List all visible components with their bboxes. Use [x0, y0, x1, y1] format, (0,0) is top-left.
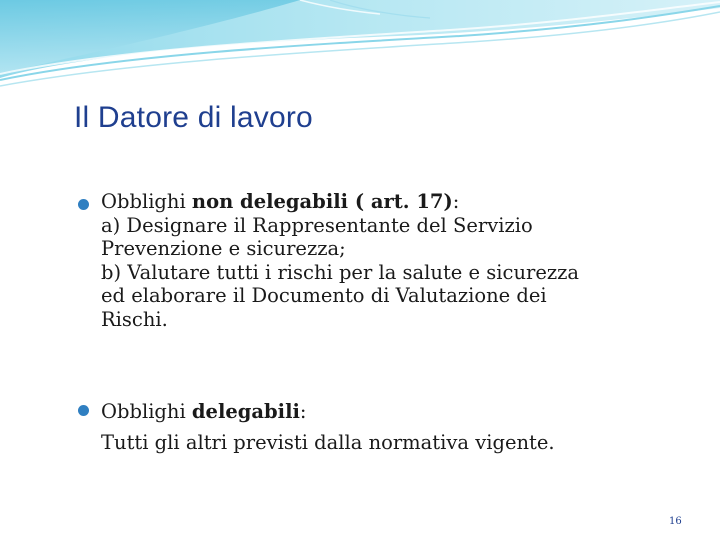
bullet-heading — [101, 190, 671, 214]
decorative-wave-header — [0, 0, 720, 100]
bullet-dot-icon — [78, 199, 89, 210]
bullet-prefix: Obblighi — [101, 190, 192, 213]
bullet-item-non-delegable — [78, 190, 678, 370]
bullet-bold: non delegabili ( art. 17) — [191, 190, 453, 213]
bullet-heading — [101, 396, 671, 427]
page-title: Il Datore di lavoro — [74, 101, 313, 134]
bullet-line: ed elaborare il Documento di Valutazione dei — [101, 284, 547, 308]
bullet-line: Prevenzione e sicurezza; — [101, 237, 346, 261]
bullet-line: Rischi. — [101, 307, 168, 331]
bullet-line: b) Valutare tutti i rischi per la salute e sicurezza — [101, 260, 580, 284]
bullet-line: a) Designare il Rappresentante del Servizio — [101, 213, 533, 237]
bullet-suffix: : — [299, 400, 307, 423]
page-number: 16 — [669, 516, 682, 527]
bullet-prefix: Obblighi — [101, 400, 192, 423]
bullet-text — [101, 396, 671, 458]
bullet-dot-icon — [78, 405, 89, 416]
bullet-bold: delegabili — [191, 400, 300, 423]
bullet-text — [101, 190, 671, 332]
bullet-suffix: : — [452, 190, 460, 213]
bullet-line: Tutti gli altri previsti dalla normativa vigente. — [101, 431, 555, 454]
bullet-item-delegable — [78, 396, 678, 466]
